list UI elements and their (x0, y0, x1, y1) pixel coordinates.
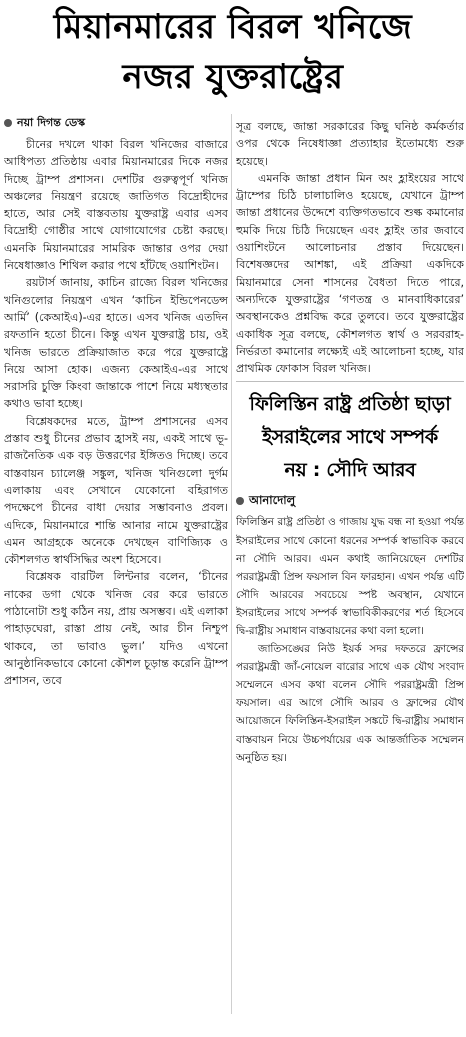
bullet-icon (236, 497, 244, 505)
paragraph: চীনের দখলে থাকা বিরল খনিজের বাজারে আধিপত্য প্রতিষ্ঠায় এবার মিয়ানমারের দিকে নজর দিচ্ছে ট্রাম্প প্রশাসন। দেশটির গুরুত্বপূর্ণ খনিজ অঞ্চলের নিয়ন্ত্রণ রয়েছে জাতিগত বিদ্রোহীদের হাতে, আর সেই বাস্তবতায় যুক্তরাষ্ট্র এবার এসব বিদ্রোহী গোষ্ঠীর সাথে যোগাযোগের চেষ্টা করছে। এমনকি মিয়ানমারের সামরিক জান্তার ওপর দেয়া নিষেধাজ্ঞাও শিথিল করার পথে হাঁটছে ওয়াশিংটন। (4, 138, 228, 273)
headline-line-1: মিয়ানমারের বিরল খনিজে (53, 7, 413, 47)
dateline-text: নয়া দিগন্ত ডেস্ক (17, 115, 86, 129)
paragraph: জাতিসঙ্ঘের নিউ ইয়র্ক সদর দফতরে ফ্রান্সের পররাষ্ট্রমন্ত্রী জাঁ-নোয়েল বারোর সাথে এক যৌথ সংবাদ সম্মেলনে এসব কথা বলেন সৌদি পররাষ্ট্রমন্ত্রী প্রিন্স ফয়সাল। এর আগে সৌদি আরব ও ফ্রান্সের যৌথ আয়োজনে ফিলিস্তিন-ইসরাইল সঙ্কটে দ্বি-রাষ্ট্রীয় সমাধান বাস্তবায়ন নিয়ে উচ্চপর্যায়ের এক আন্তর্জাতিক সম্মেলন অনুষ্ঠিত হয়। (236, 643, 464, 764)
dateline-text: আনাদোলু (249, 492, 296, 507)
column-divider (231, 114, 232, 1014)
headline-line-2: নজর যুক্তরাষ্ট্রের (122, 57, 344, 97)
paragraph: রয়টার্স জানায়, কাচিন রাজ্যে বিরল খনিজের খনিগুলোর নিয়ন্ত্রণ এখন ‘কাচিন ইন্ডিপেনডেন্স আর্মি’ (কেআইএ)-এর হাতে। এসব খনিজ এতদিন রফতানি হতো চীনে। কিন্তু এখন যুক্তরাষ্ট্র চায়, ওই খনিজ ভারতে প্রক্রিয়াজাত করে পরে যুক্তরাষ্ট্রে নিয়ে আসা হোক। এজন্য কেআইএ-এর সাথে সরাসরি চুক্তি কিংবা জান্তাকে পাশে নিয়ে মধ্যস্থতার কথাও ভাবা হচ্ছে। (4, 276, 228, 411)
paragraph: সূত্র বলছে, জান্তা সরকারের কিছু ঘনিষ্ঠ কর্মকর্তার ওপর থেকে নিষেধাজ্ঞা প্রত্যাহার ইতোমধ্যে শুরু হয়েছে। (236, 120, 464, 168)
paragraph: বিশ্লেষক বারটিল লিন্টনার বলেন, ‘চীনের নাকের ডগা থেকে খনিজ বের করে ভারতে পাঠানোটা শুধু কঠিন নয়, প্রায় অসম্ভব। এই এলাকা পাহাড়ঘেরা, রাস্তা প্রায় নেই, আর চীন নিশ্চুপ থাকবে, তা ভাবাও ভুল।’ যদিও এখনো আনুষ্ঠানিকভাবে কোনো কৌশল চূড়ান্ত করেনি ট্রাম্প প্রশাসন, তবে (4, 570, 228, 688)
headline-line-2: ইসরাইলের সাথে সম্পর্ক (262, 426, 438, 449)
headline-line-3: নয় : সৌদি আরব (284, 459, 416, 482)
article-left-column (4, 114, 228, 1036)
article-right-column (236, 118, 464, 1036)
headline-line-1: ফিলিস্তিন রাষ্ট্র প্রতিষ্ঠা ছাড়া (249, 393, 451, 416)
dateline (4, 114, 228, 132)
second-dateline (236, 491, 464, 511)
paragraph: ফিলিস্তিন রাষ্ট্র প্রতিষ্ঠা ও গাজায় যুদ্ধ বন্ধ না হওয়া পর্যন্ত ইসরাইলের সাথে কোনো ধরনের সম্পর্ক স্বাভাবিক করবে না সৌদি আরব। এমন কথাই জানিয়েছেন দেশটির পররাষ্ট্রমন্ত্রী প্রিন্স ফয়সাল বিন ফারহান। এখন পর্যন্ত এটি সৌদি আরবের সবচেয়ে স্পষ্ট অবস্থান, যেখানে ইসরাইলের সাথে সম্পর্ক স্বাভাবিকীকরণের শর্ত হিসেবে দ্বি-রাষ্ট্রীয় সমাধান বাস্তবায়নের কথা বলা হলো। (236, 516, 464, 638)
bullet-icon (4, 119, 12, 127)
paragraph: এমনকি জান্তা প্রধান মিন অং হ্লাইংয়ের সাথে ট্রাম্পের চিঠি চালাচালিও হয়েছে, যেখানে ট্রাম্প জান্তা প্রধানের উদ্দেশে ব্যক্তিগতভাবে শুল্ক কমানোর হুমকি দিয়ে চিঠি দিয়েছেন এবং হ্লাইং তার জবাবে ওয়াশিংটনে আলোচনার প্রস্তাব দিয়েছেন। বিশেষজ্ঞদের আশঙ্কা, এই প্রক্রিয়া একদিকে মিয়ানমারে সেনা শাসনের বৈধতা দিতে পারে, অন্যদিকে যুক্তরাষ্ট্রের ‘গণতন্ত্র ও মানবাধিকারের’ অবস্থানকেও প্রশ্নবিদ্ধ করে তুলবে। তবে যুক্তরাষ্ট্রের একাধিক সূত্র বলছে, কৌশলগত স্বার্থ ও সরবরাহ-নির্ভরতা কমানোর লক্ষ্যেই এই আলোচনা হচ্ছে, যার প্রাথমিক ফোকাস বিরল খনিজ। (236, 171, 464, 376)
article-headline (0, 2, 466, 108)
second-article-headline (236, 388, 464, 487)
section-divider (236, 381, 464, 382)
paragraph: বিশ্লেষকদের মতে, ট্রাম্প প্রশাসনের এসব প্রস্তাব শুধু চীনের প্রভাব হ্রাসই নয়, একই সাথে ভূ-রাজনৈতিক এক বড় উত্তরণের ইঙ্গিতও দিচ্ছে। তবে বাস্তবায়ন চ্যালেঞ্জ সঙ্কুল, খনিজ খনিগুলো দুর্গম এলাকায় এবং সেখানে যেকোনো বহিরাগত পদক্ষেপে চীনের বাধা দেয়ার সম্ভাবনাও প্রবল। এদিকে, মিয়ানমারে শান্তি আনার নামে যুক্তরাষ্ট্রের এমন আগ্রহকে অনেকে দেখছেন বাণিজ্যিক ও কৌশলগত স্বার্থসিদ্ধির অংশ হিসেবে। (4, 414, 228, 567)
